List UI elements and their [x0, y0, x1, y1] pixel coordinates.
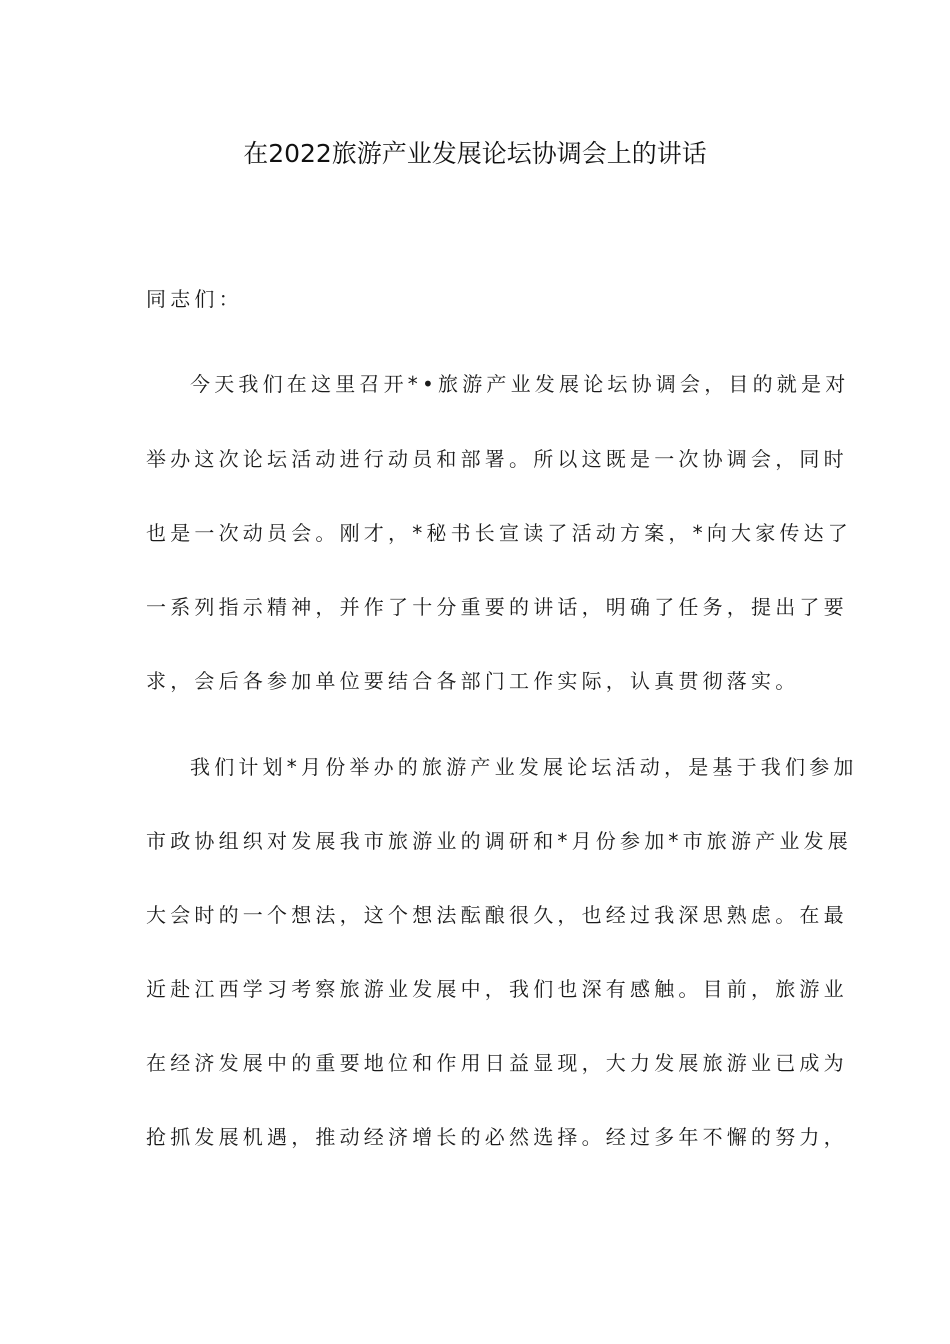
paragraph-2-line-4: 近赴江西学习考察旅游业发展中，我们也深有感触。目前，旅游业 — [146, 977, 848, 1001]
paragraph-1-line-2: 举办这次论坛活动进行动员和部署。所以这既是一次协调会，同时 — [146, 447, 848, 471]
paragraph-1-line-4: 一系列指示精神，并作了十分重要的讲话，明确了任务，提出了要 — [146, 595, 848, 619]
paragraph-2-line-1: 我们计划*月份举办的旅游产业发展论坛活动，是基于我们参加 — [190, 755, 858, 779]
paragraph-1-line-1: 今天我们在这里召开*•旅游产业发展论坛协调会，目的就是对 — [190, 372, 850, 396]
paragraph-2-line-5: 在经济发展中的重要地位和作用日益显现，大力发展旅游业已成为 — [146, 1051, 848, 1075]
paragraph-2-line-2: 市政协组织对发展我市旅游业的调研和*月份参加*市旅游产业发展 — [146, 829, 852, 853]
document-title: 在2022旅游产业发展论坛协调会上的讲话 — [243, 139, 707, 168]
paragraph-1-line-3: 也是一次动员会。刚才，*秘书长宣读了活动方案，*向大家传达了 — [146, 521, 852, 545]
salutation: 同志们： — [146, 287, 243, 311]
paragraph-1-line-5: 求，会后各参加单位要结合各部门工作实际，认真贯彻落实。 — [146, 669, 800, 693]
paragraph-2-line-6: 抢抓发展机遇，推动经济增长的必然选择。经过多年不懈的努力， — [146, 1125, 848, 1149]
paragraph-2-line-3: 大会时的一个想法，这个想法酝酿很久，也经过我深思熟虑。在最 — [146, 903, 848, 927]
